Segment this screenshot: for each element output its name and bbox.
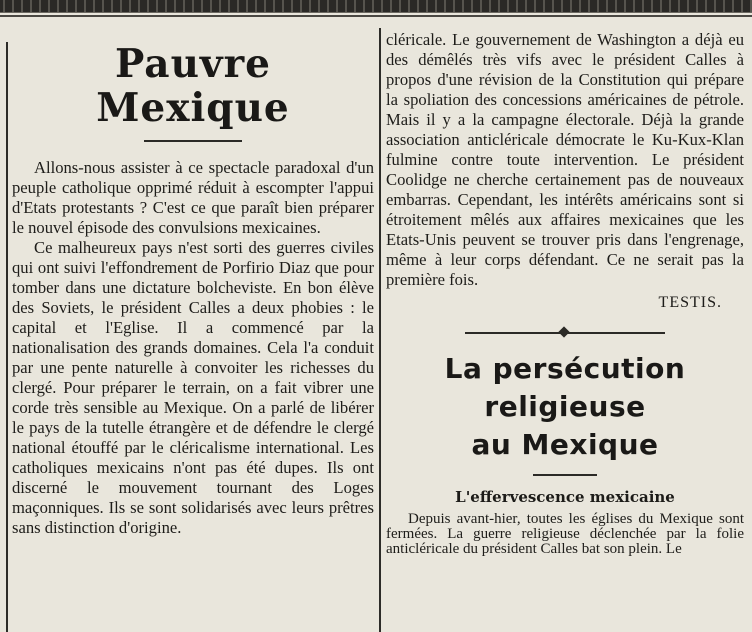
column-divider xyxy=(379,28,381,632)
article-paragraph-2: Ce malheureux pays n'est sorti des guerres civiles qui ont suivi l'effondrement de Porfirio Diaz que pour tomber dans une dictature bolcheviste. En bon élève des Soviets, le président Calles a deux phobies : le capital et l'Eglise. Il a commencé par la nationalisation des grands domaines. Cela l'a conduit par une pente naturelle à convoiter les richesses du clergé. Pour préparer le terrain, on a fait vibrer une corde très sensible au Mexique. On a parlé de libérer le pays de la tutelle étrangère et de défendre le clergé national étouffé par le cléricalisme international. Les catholiques mexicains n'ont pas été dupes. Ils ont discerné le mouvement tournant des Loges maçonniques. Ils se sont solidarisés avec leurs prêtres sans distinction d'origine. xyxy=(12,238,374,537)
author-signature: TESTIS. xyxy=(658,294,722,311)
section-ornament xyxy=(465,326,665,340)
article-continuation: cléricale. Le gouvernement de Washington a déjà eu des démêlés très vifs avec le président Calles à propos d'une révision de la Constitution qui prépare la spoliation des concessions américaines de pétrole. Mais il y a la campagne électorale. Déjà la grande association anticléricale démocrate le Ku-Kux-Klan fulmine contre toute intervention. Le président Coolidge ne cherche certainement pas de nouveaux embarras. Cependant, les intérêts américains sont si étroitement mêlés aux affaires mexicaines que les Etats-Unis peuvent se trouver pris dans l'engrenage, même à leur corps défendant. Ce ne serait pas la première fois. xyxy=(386,30,744,289)
second-article-title-line-2: au Mexique xyxy=(471,428,659,461)
second-title-underline xyxy=(533,474,597,476)
title-underline xyxy=(144,140,242,142)
top-border-thin xyxy=(0,15,752,17)
top-border xyxy=(0,0,752,13)
article-title: Pauvre Mexique xyxy=(96,41,290,131)
second-article-title-line-1: La persécution religieuse xyxy=(444,352,686,423)
ornament-diamond-icon xyxy=(558,326,569,337)
second-article-body: Depuis avant-hier, toutes les églises du Mexique sont fermées. La guerre religieuse déclenchée par la folie anticléricale du président Calles bat son plein. Le xyxy=(386,511,744,557)
article-paragraph-1: Allons-nous assister à ce spectacle paradoxal d'un peuple catholique opprimé réduit à escompter l'appui d'Etats protestants ? C'est ce que paraît bien préparer le nouvel épisode des convulsions mexicaines. xyxy=(12,158,374,237)
left-edge-rule xyxy=(6,42,8,632)
left-column xyxy=(12,30,374,632)
right-column xyxy=(386,30,744,632)
second-article-subtitle: L'effervescence mexicaine xyxy=(455,488,675,506)
